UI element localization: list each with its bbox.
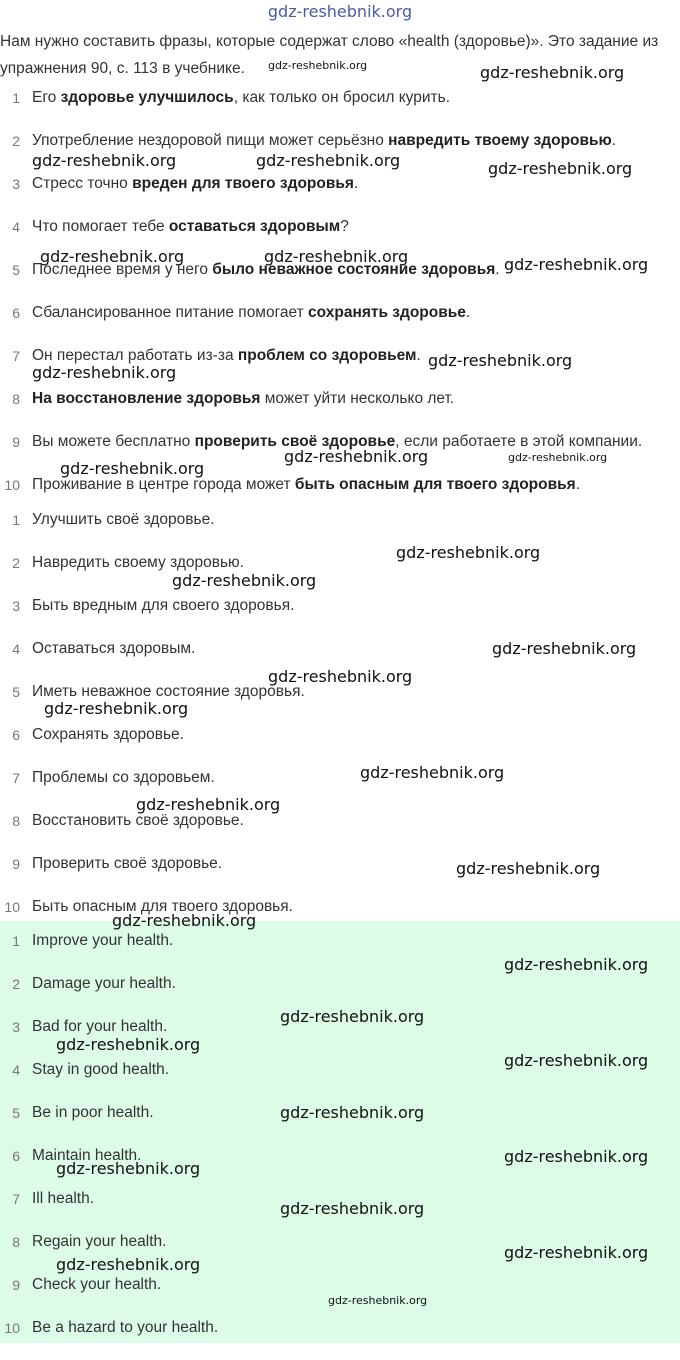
item-text: Улучшить своё здоровье. <box>32 511 215 528</box>
watermark-text: gdz-reshebnik.org <box>284 447 429 466</box>
highlighted-phrase: здоровье улучшилось <box>60 89 234 106</box>
item-text <box>32 388 454 410</box>
item-text: Regain your health. <box>32 1233 167 1250</box>
item-text: Быть опасным для твоего здоровья. <box>32 898 293 915</box>
watermark-text: gdz-reshebnik.org <box>56 1255 201 1274</box>
sentence-fragment: . <box>575 476 581 493</box>
item-text: Be a hazard to your health. <box>32 1319 219 1336</box>
sentence-fragment: , если работаете в этой компании. <box>395 433 643 450</box>
item-number: 4 <box>12 219 20 235</box>
watermark-text: gdz-reshebnik.org <box>504 255 649 274</box>
english-phrase-row <box>0 1317 680 1360</box>
item-number: 10 <box>4 477 20 493</box>
sentence-fragment: , как только он бросил курить. <box>233 89 451 106</box>
item-text: Проверить своё здоровье. <box>32 855 223 872</box>
watermark-text: gdz-reshebnik.org <box>396 543 541 562</box>
sentence-fragment: Его <box>32 89 61 106</box>
item-number: 7 <box>12 1191 20 1207</box>
watermark-text: gdz-reshebnik.org <box>280 1199 425 1218</box>
highlighted-phrase: проверить своё здоровье <box>194 433 396 450</box>
item-number: 3 <box>12 598 20 614</box>
item-number: 10 <box>4 899 20 915</box>
highlighted-phrase: сохранять здоровье <box>308 304 466 321</box>
item-number: 4 <box>12 641 20 657</box>
sentence-fragment: Стресс точно <box>32 175 133 192</box>
russian-sentence-row <box>0 173 680 216</box>
watermark-text: gdz-reshebnik.org <box>504 1243 649 1262</box>
sentence-fragment: . <box>495 261 500 278</box>
item-number: 1 <box>12 933 20 949</box>
sentence-fragment: . <box>353 175 359 192</box>
watermark-text: gdz-reshebnik.org <box>268 59 368 72</box>
item-text <box>32 130 616 152</box>
watermark-text: gdz-reshebnik.org <box>360 763 505 782</box>
sentence-fragment: Употребление нездоровой пищи может серьёзно <box>32 132 389 149</box>
highlighted-phrase: проблем со здоровьем <box>237 347 417 364</box>
item-number: 4 <box>12 1062 20 1078</box>
watermark-text: gdz-reshebnik.org <box>264 247 409 266</box>
item-text <box>32 173 358 195</box>
watermark-text: gdz-reshebnik.org <box>44 699 189 718</box>
item-number: 2 <box>12 976 20 992</box>
item-number: 1 <box>12 90 20 106</box>
watermark-text: gdz-reshebnik.org <box>456 859 601 878</box>
sentence-fragment: Он перестал работать из-за <box>32 347 238 364</box>
watermark-text: gdz-reshebnik.org <box>60 459 205 478</box>
item-text: Improve your health. <box>32 932 174 949</box>
watermark-text: gdz-reshebnik.org <box>136 795 281 814</box>
item-number: 8 <box>12 391 20 407</box>
watermark-text: gdz-reshebnik.org <box>508 451 608 464</box>
russian-phrase-row <box>0 552 680 595</box>
sentence-fragment: ? <box>340 218 349 235</box>
item-number: 6 <box>12 1148 20 1164</box>
russian-sentence-row <box>0 302 680 345</box>
item-number: 9 <box>12 856 20 872</box>
item-number: 6 <box>12 727 20 743</box>
highlighted-phrase: вреден для твоего здоровья <box>132 175 354 192</box>
item-text: Ill health. <box>32 1190 95 1207</box>
item-text: Восстановить своё здоровье. <box>32 812 244 829</box>
watermark-text: gdz-reshebnik.org <box>504 1147 649 1166</box>
russian-phrase-row <box>0 509 680 552</box>
russian-sentence-row <box>0 87 680 130</box>
watermark-text: gdz-reshebnik.org <box>280 1007 425 1026</box>
sentence-fragment: Вы можете бесплатно <box>32 433 195 450</box>
watermark-text: gdz-reshebnik.org <box>504 955 649 974</box>
highlighted-phrase: навредить твоему здоровью <box>388 132 612 149</box>
item-number: 8 <box>12 1234 20 1250</box>
sentence-fragment: может уйти несколько лет. <box>260 390 455 407</box>
sentence-fragment: Сбалансированное питание помогает <box>32 304 309 321</box>
item-number: 10 <box>4 1320 20 1336</box>
watermark-text: gdz-reshebnik.org <box>56 1035 201 1054</box>
watermark-text: gdz-reshebnik.org <box>328 1294 428 1307</box>
sentence-fragment: Проживание в центре города может <box>32 476 295 493</box>
item-number: 5 <box>12 262 20 278</box>
item-text: Проблемы со здоровьем. <box>32 769 215 786</box>
item-number: 7 <box>12 770 20 786</box>
item-number: 8 <box>12 813 20 829</box>
watermark-text: gdz-reshebnik.org <box>280 1103 425 1122</box>
item-number: 2 <box>12 133 20 149</box>
item-text: Bad for your health. <box>32 1018 168 1035</box>
sentence-fragment: . <box>465 304 471 321</box>
highlighted-phrase: оставаться здоровым <box>168 218 341 235</box>
item-number: 9 <box>12 1277 20 1293</box>
watermark-text: gdz-reshebnik.org <box>492 639 637 658</box>
sentence-fragment: . <box>611 132 617 149</box>
sentence-fragment: Последнее время у него <box>32 261 213 278</box>
russian-sentence-row <box>0 388 680 431</box>
watermark-text: gdz-reshebnik.org <box>32 363 177 382</box>
item-number: 5 <box>12 684 20 700</box>
item-number: 3 <box>12 1019 20 1035</box>
watermark-text: gdz-reshebnik.org <box>32 151 177 170</box>
item-text: Оставаться здоровым. <box>32 640 196 657</box>
item-number: 5 <box>12 1105 20 1121</box>
watermark-text: gdz-reshebnik.org <box>488 159 633 178</box>
item-text: Damage your health. <box>32 975 176 992</box>
header-watermark: gdz-reshebnik.org <box>267 2 413 21</box>
intro-text: Нам нужно составить фразы, которые содержат слово «health (здоровье)». Это задание из упражнения 90, с. 113 в учебнике. <box>0 33 659 77</box>
russian-phrase-row <box>0 810 680 853</box>
item-text: Быть вредным для своего здоровья. <box>32 597 295 614</box>
sentence-fragment: . <box>416 347 421 364</box>
watermark-text: gdz-reshebnik.org <box>268 667 413 686</box>
item-number: 9 <box>12 434 20 450</box>
item-text: Сохранять здоровье. <box>32 726 184 743</box>
item-text: Check your health. <box>32 1276 162 1293</box>
russian-phrase-row <box>0 767 680 810</box>
item-number: 2 <box>12 555 20 571</box>
russian-phrase-row <box>0 595 680 638</box>
watermark-text: gdz-reshebnik.org <box>480 63 625 82</box>
item-number: 3 <box>12 176 20 192</box>
watermark-text: gdz-reshebnik.org <box>256 151 401 170</box>
watermark-text: gdz-reshebnik.org <box>504 1051 649 1070</box>
watermark-text: gdz-reshebnik.org <box>56 1159 201 1178</box>
item-text <box>32 302 470 324</box>
item-text: Иметь неважное состояние здоровья. <box>32 683 305 700</box>
item-text: Навредить своему здоровью. <box>32 554 244 571</box>
watermark-text: gdz-reshebnik.org <box>112 911 257 930</box>
russian-phrase-row <box>0 724 680 767</box>
highlighted-phrase: было неважное состояние здоровья <box>212 261 496 278</box>
item-number: 1 <box>12 512 20 528</box>
item-text <box>32 87 450 109</box>
watermark-text: gdz-reshebnik.org <box>428 351 573 370</box>
item-text: Be in poor health. <box>32 1104 154 1121</box>
item-text: Stay in good health. <box>32 1061 170 1078</box>
watermark-text: gdz-reshebnik.org <box>40 247 185 266</box>
item-text: Maintain health. <box>32 1147 142 1164</box>
watermark-text: gdz-reshebnik.org <box>172 571 317 590</box>
item-text <box>32 216 349 238</box>
item-number: 6 <box>12 305 20 321</box>
item-number: 7 <box>12 348 20 364</box>
highlighted-phrase: На восстановление здоровья <box>32 390 261 407</box>
sentence-fragment: Что помогает тебе <box>32 218 169 235</box>
highlighted-phrase: быть опасным для твоего здоровья <box>294 476 576 493</box>
